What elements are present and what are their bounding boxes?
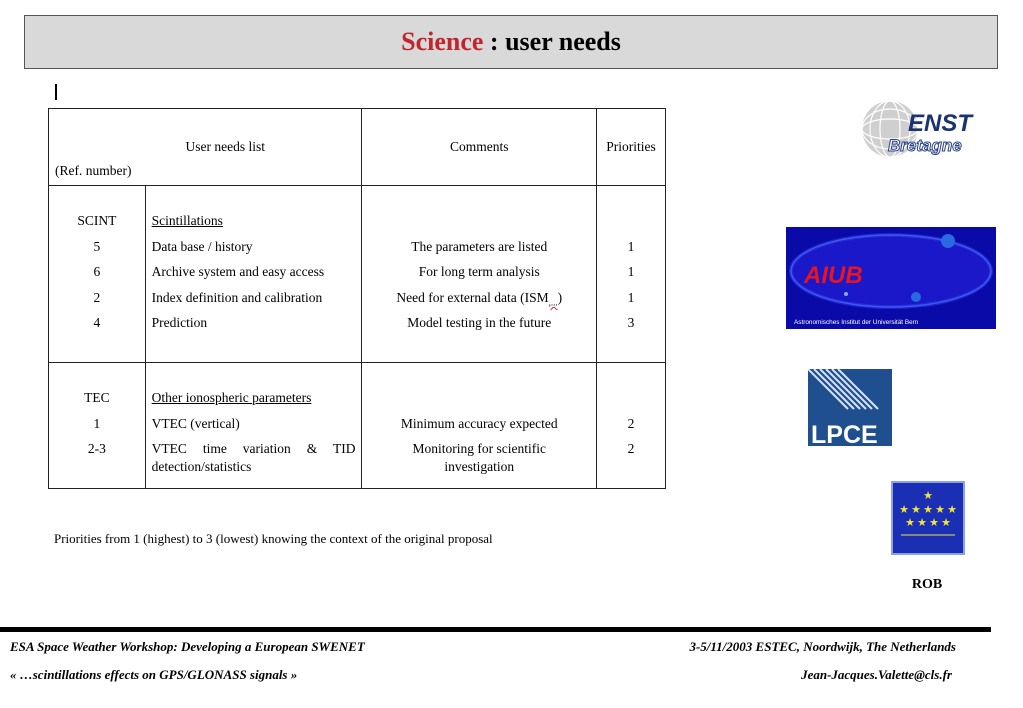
user-needs-table — [48, 108, 666, 489]
section-code: TEC — [84, 390, 110, 405]
ref-number: 5 — [93, 238, 101, 254]
enst-bretagne-logo — [858, 99, 978, 159]
priorities-note: Priorities from 1 (highest) to 3 (lowest) knowing the context of the original proposal — [54, 531, 493, 546]
scint-comments — [362, 186, 597, 363]
scint-refs — [49, 186, 146, 363]
scint-priorities — [597, 186, 666, 363]
priority-value: 1 — [627, 238, 635, 254]
need-item: Index definition and calibration — [151, 289, 323, 305]
section-scint-row — [49, 186, 666, 363]
header-needs-label: User needs list — [185, 139, 265, 154]
text-cursor-mark — [55, 84, 57, 100]
tec-comments — [362, 363, 597, 489]
scint-needs — [145, 186, 362, 363]
ref-number: 2 — [93, 289, 101, 305]
comment-item: Model testing in the future — [407, 315, 552, 330]
header-priorities-label: Priorities — [606, 139, 656, 154]
title-accent: Science — [401, 27, 484, 56]
comment-item: The parameters are listed — [411, 238, 548, 254]
svg-text:★: ★ — [929, 516, 939, 529]
svg-text:★: ★ — [905, 516, 915, 529]
header-comments-label: Comments — [450, 139, 509, 154]
footer-workshop: ESA Space Weather Workshop: Developing a European SWENET — [10, 639, 365, 654]
comment-subscript: ,... — [548, 297, 558, 308]
svg-text:★: ★ — [935, 503, 945, 516]
priority-value: 2 — [627, 415, 635, 431]
priority-value: 1 — [627, 264, 635, 279]
rob-logo — [891, 481, 965, 555]
lpce-logo — [808, 369, 892, 446]
footer-date-place: 3-5/11/2003 ESTEC, Noordwijk, The Netherlands — [689, 639, 956, 654]
header-ref-label: (Ref. number) — [55, 163, 132, 178]
svg-text:★: ★ — [941, 516, 951, 529]
slide-title — [24, 15, 998, 69]
ref-number: 2-3 — [87, 441, 106, 456]
svg-text:★: ★ — [923, 489, 933, 502]
need-item: VTEC time variation & TID detection/statistics — [151, 441, 356, 474]
aiub-text: AIUB — [804, 262, 863, 289]
svg-text:★: ★ — [923, 503, 933, 516]
tec-priorities — [597, 363, 666, 489]
comment-text: Need for external data (ISM — [396, 289, 549, 305]
header-priorities — [597, 109, 666, 186]
section-heading: Scintillations — [151, 213, 223, 228]
need-item: VTEC (vertical) — [151, 415, 240, 431]
svg-text:★: ★ — [947, 503, 957, 516]
table-header-row — [49, 109, 666, 186]
enst-text: ENST — [908, 110, 973, 137]
aiub-logo — [786, 227, 996, 329]
footer-email: Jean-Jacques.Valette@cls.fr — [801, 667, 952, 682]
section-code: SCINT — [77, 213, 117, 228]
need-item: Archive system and easy access — [151, 264, 325, 279]
comment-item — [362, 285, 596, 311]
ref-number: 1 — [93, 415, 101, 431]
comment-item: For long term analysis — [418, 264, 540, 279]
need-item: Prediction — [151, 315, 208, 330]
comment-text: ) — [557, 289, 563, 305]
rob-label: ROB — [911, 577, 943, 592]
svg-text:★: ★ — [911, 503, 921, 516]
lpce-text: LPCE — [811, 421, 878, 446]
tec-needs — [145, 363, 362, 489]
priority-value: 3 — [627, 315, 635, 330]
svg-text:★: ★ — [899, 503, 909, 516]
section-heading: Other ionospheric parameters — [151, 390, 312, 405]
footer-divider — [0, 627, 991, 632]
comment-item: Minimum accuracy expected — [400, 415, 558, 431]
tec-refs — [49, 363, 146, 489]
footer-topic: « …scintillations effects on GPS/GLONASS signals » — [10, 667, 298, 682]
header-needs — [49, 109, 362, 186]
ref-number: 4 — [93, 315, 101, 330]
comment-item: Monitoring for scientific investigation — [412, 441, 546, 474]
aiub-caption: Astronomisches Institut der Universität Bern — [794, 319, 919, 326]
priority-value: 1 — [627, 289, 635, 305]
need-item: Data base / history — [151, 238, 253, 254]
header-comments — [362, 109, 597, 186]
svg-text:★: ★ — [917, 516, 927, 529]
priority-value: 2 — [627, 441, 635, 456]
bretagne-text: Bretagne — [888, 136, 962, 155]
section-tec-row — [49, 363, 666, 489]
title-rest: : user needs — [483, 27, 621, 56]
ref-number: 6 — [93, 264, 101, 279]
